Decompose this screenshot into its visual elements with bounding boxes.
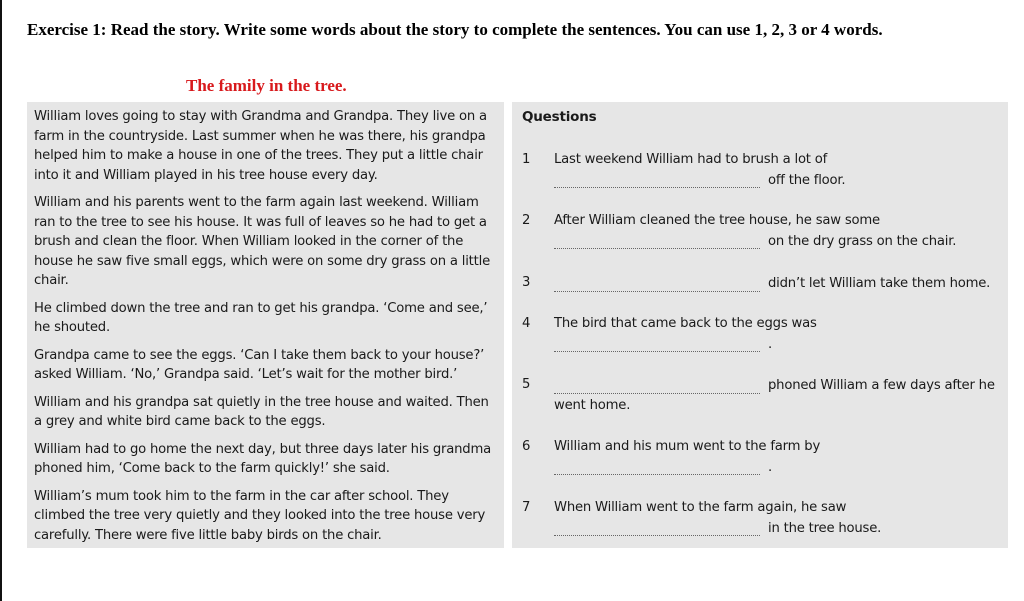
story-paragraph-3: He climbed down the tree and ran to get his grandpa. ‘Come and see,’ he shouted. (34, 300, 488, 335)
question-number: 6 (522, 439, 531, 454)
question-number: 3 (522, 275, 531, 290)
question-text: William and his mum went to the farm by (554, 439, 821, 454)
story-paragraph-5: William and his grandpa sat quietly in the tree house and waited. Then a grey and white bird came back to the eggs. (34, 394, 489, 429)
story-title: The family in the tree. (186, 76, 347, 95)
question-text-after: on the dry grass on the chair. (768, 234, 957, 249)
question-text-after: didn’t let William take them home. (768, 276, 991, 291)
answer-blank[interactable] (554, 351, 760, 352)
question-text-after: . (768, 337, 772, 352)
question-number: 4 (522, 316, 531, 331)
question-text-after: phoned William a few days after he (768, 378, 995, 393)
question-text: The bird that came back to the eggs was (554, 316, 817, 331)
answer-blank[interactable] (554, 474, 760, 475)
answer-blank[interactable] (554, 393, 760, 394)
question-number: 5 (522, 377, 531, 392)
question-number: 2 (522, 213, 531, 228)
story-paragraph-7: William’s mum took him to the farm in the car after school. They climbed the tree very quietly and they looked into the tree house very carefully. There were five little baby birds on the chair. (34, 488, 486, 543)
question-number: 7 (522, 500, 531, 515)
question-text: Last weekend William had to brush a lot of (554, 152, 828, 167)
story-paragraph-6: William had to go home the next day, but three days later his grandma phoned him, ‘Come back to the farm quickly!’ she said. (34, 441, 491, 476)
story-paragraph-1: William loves going to stay with Grandma and Grandpa. They live on a farm in the countryside. Last summer when he was there, his grandpa helped him to make a house in one of the trees. They put a little chair into it and William played in his tree house every day. (34, 109, 487, 183)
question-text: When William went to the farm again, he saw (554, 500, 847, 515)
answer-blank[interactable] (554, 291, 760, 292)
answer-blank[interactable] (554, 187, 760, 188)
answer-blank[interactable] (554, 535, 760, 536)
question-number: 1 (522, 152, 531, 167)
story-paragraph-2: William and his parents went to the farm again last weekend. William ran to the tree to see his house. It was full of leaves so he had to get a brush and clean the floor. When William looked in the corner of the house he saw five small eggs, which were on some dry grass on a little chair. (34, 195, 490, 288)
question-text-continued: went home. (554, 398, 631, 413)
story-panel (27, 102, 504, 548)
question-text-after: . (768, 460, 772, 475)
story-paragraph-4: Grandpa came to see the eggs. ‘Can I take them back to your house?’ asked William. ‘No,’ Grandpa said. ‘Let’s wait for the mother bird.’ (34, 347, 485, 382)
question-text-after: in the tree house. (768, 521, 882, 536)
exercise-heading: Exercise 1: Read the story. Write some words about the story to complete the sentences. You can use 1, 2, 3 or 4 words. (27, 20, 883, 39)
questions-panel (512, 102, 1008, 548)
question-text: After William cleaned the tree house, he saw some (554, 213, 880, 228)
page-left-border (0, 0, 2, 601)
questions-title: Questions (522, 109, 597, 125)
question-text-after: off the floor. (768, 173, 846, 188)
answer-blank[interactable] (554, 248, 760, 249)
